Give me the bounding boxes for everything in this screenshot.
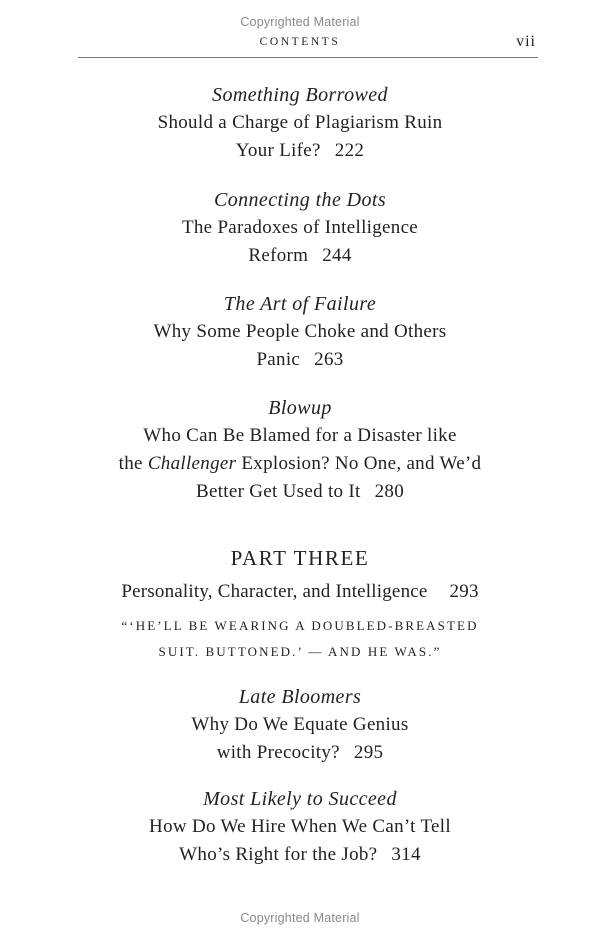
entry-title: Most Likely to Succeed [203, 788, 397, 810]
toc-entry-most-likely-to-succeed[interactable] [0, 785, 600, 869]
entry-subtitle-line: The Paradoxes of Intelligence [181, 217, 419, 238]
entry-subtitle-text: Who’s Right for the Job? [179, 844, 378, 865]
entry-page-number: 280 [374, 481, 404, 502]
entry-page-number: 222 [334, 140, 365, 161]
header-rule [78, 57, 538, 58]
entry-subtitle-line: Why Some People Choke and Others [153, 321, 447, 342]
part-title-line[interactable] [0, 578, 600, 606]
entry-subtitle-line: How Do We Hire When We Can’t Tell [149, 816, 451, 837]
entry-subtitle-line: Who Can Be Blamed for a Disaster like [143, 425, 457, 446]
entry-subtitle-text: Your Life? [235, 140, 321, 161]
entry-subtitle-line [0, 137, 600, 165]
toc-entry-late-bloomers[interactable] [0, 683, 600, 767]
entry-page-number: 295 [353, 742, 384, 763]
entry-subtitle-text: the [118, 453, 143, 474]
part-epigraph [0, 613, 600, 665]
entry-subtitle-line: Why Do We Equate Genius [191, 714, 409, 735]
entry-subtitle-text: with Precocity? [216, 742, 340, 763]
entry-page-number: 263 [314, 349, 344, 370]
toc-entry-blowup[interactable] [0, 394, 600, 506]
entry-title: Blowup [268, 397, 332, 419]
entry-subtitle-text: Reform [248, 245, 309, 266]
entry-subtitle-line [0, 841, 600, 869]
toc-entry-connecting-the-dots[interactable] [0, 186, 600, 270]
epigraph-line: SUIT. BUTTONED.’ — AND HE WAS.” [158, 644, 442, 659]
entry-subtitle-line [0, 478, 600, 506]
entry-title: Late Bloomers [238, 686, 362, 708]
entry-subtitle-line [0, 450, 600, 478]
part-title: Personality, Character, and Intelligence [121, 581, 428, 602]
epigraph-line: “‘HE’LL BE WEARING A DOUBLED-BREASTED [121, 618, 479, 633]
entry-title: Connecting the Dots [213, 189, 387, 211]
entry-subtitle-line [0, 346, 600, 374]
page-number: vii [516, 33, 536, 50]
entry-page-number: 244 [322, 245, 352, 266]
entry-subtitle-text: Explosion? No One, and We’d [241, 453, 482, 474]
entry-subtitle-line [0, 242, 600, 270]
entry-subtitle-text: Panic [256, 349, 301, 370]
toc-entry-something-borrowed[interactable] [0, 81, 600, 165]
watermark-bottom: Copyrighted Material [240, 911, 360, 925]
part-page-number: 293 [449, 581, 479, 602]
part-heading: PART THREE [230, 546, 370, 570]
entry-subtitle-text: Better Get Used to It [196, 481, 361, 502]
entry-subtitle-line [0, 739, 600, 767]
toc-entry-the-art-of-failure[interactable] [0, 290, 600, 374]
entry-subtitle-italic: Challenger [147, 453, 237, 474]
watermark-top: Copyrighted Material [240, 15, 360, 29]
entry-title: Something Borrowed [212, 84, 388, 106]
entry-page-number: 314 [391, 844, 421, 865]
entry-title: The Art of Failure [223, 293, 377, 315]
running-head: CONTENTS [259, 36, 341, 48]
entry-subtitle-line: Should a Charge of Plagiarism Ruin [157, 112, 443, 133]
